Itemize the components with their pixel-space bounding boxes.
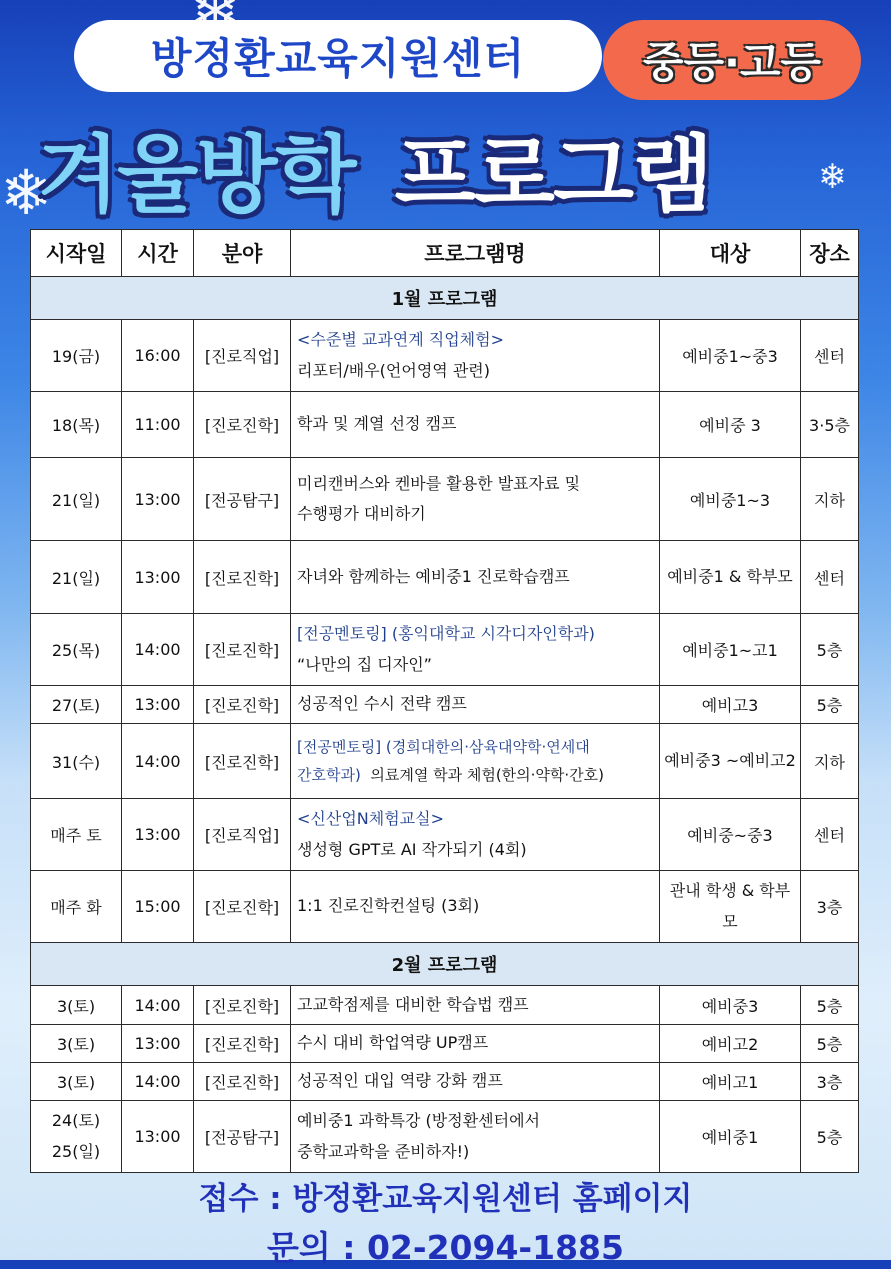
row-date: 25(목) [31, 614, 122, 686]
row-target: 예비중~중3 [660, 799, 801, 871]
row-date: 18(목) [31, 392, 122, 458]
snowflake-icon: ❄ [0, 156, 52, 229]
row-time: 13:00 [122, 458, 194, 541]
table-row [31, 986, 859, 1025]
row-time: 13:00 [122, 1101, 194, 1173]
school-level-label: 중등·고등 [642, 38, 822, 87]
row-date: 24(토) 25(일) [31, 1101, 122, 1173]
row-date: 3(토) [31, 1025, 122, 1063]
row-date: 21(일) [31, 458, 122, 541]
table-row [31, 1025, 859, 1063]
header-time: 시간 [122, 230, 194, 277]
table-row [31, 320, 859, 392]
row-time: 14:00 [122, 614, 194, 686]
row-target: 예비고1 [660, 1063, 801, 1101]
table-row [31, 541, 859, 614]
row-category: [진로진학] [194, 686, 291, 724]
row-category: [진로진학] [194, 614, 291, 686]
row-program-name [291, 724, 660, 799]
program-name-line: 예비중1 과학특강 (방정환센터에서 [297, 1111, 540, 1131]
table-row [31, 1101, 859, 1173]
row-date: 27(토) [31, 686, 122, 724]
row-time: 14:00 [122, 1063, 194, 1101]
table-row [31, 799, 859, 871]
row-time: 13:00 [122, 541, 194, 614]
row-target: 예비중1~중3 [660, 320, 801, 392]
row-place: 센터 [801, 541, 859, 614]
row-category: [진로진학] [194, 392, 291, 458]
row-program-name: 자녀와 함께하는 예비중1 진로학습캠프 [291, 541, 660, 614]
title-program: 프로그램 [394, 125, 712, 224]
table-header-row [31, 230, 859, 277]
row-category: [진로직업] [194, 799, 291, 871]
row-time: 13:00 [122, 799, 194, 871]
program-schedule-table [30, 229, 859, 1173]
row-date: 매주 토 [31, 799, 122, 871]
contact-info: 문의 : 02-2094-1885 [267, 1228, 624, 1267]
row-target: 예비고3 [660, 686, 801, 724]
program-name-line: 중학교과학을 준비하자!) [297, 1141, 470, 1161]
row-place: 3층 [801, 871, 859, 943]
table-row [31, 458, 859, 541]
row-target: 예비중3 [660, 986, 801, 1025]
row-target: 예비중1~3 [660, 458, 801, 541]
row-program-name: 학과 및 계열 선정 캠프 [291, 392, 660, 458]
row-category: [전공탐구] [194, 1101, 291, 1173]
program-name-line: 리포터/배우(언어영역 관련) [297, 360, 490, 380]
row-place: 5층 [801, 614, 859, 686]
header-target: 대상 [660, 230, 801, 277]
row-place: 5층 [801, 1025, 859, 1063]
row-target: 예비중1 [660, 1101, 801, 1173]
row-place: 3층 [801, 1063, 859, 1101]
row-program-name [291, 458, 660, 541]
title-winter-break: 겨울방학 [38, 125, 355, 224]
row-category: [진로진학] [194, 1063, 291, 1101]
table-row [31, 1063, 859, 1101]
row-program-name [291, 1101, 660, 1173]
header-place: 장소 [801, 230, 859, 277]
program-name-line: [전공멘토링] (홍익대학교 시각디자인학과) [297, 624, 595, 644]
school-level-badge [603, 20, 861, 100]
row-time: 14:00 [122, 986, 194, 1025]
row-program-name: 수시 대비 학업역량 UP캠프 [291, 1025, 660, 1063]
row-target: 예비중3 ~예비고2 [660, 724, 801, 799]
row-target: 예비중1 & 학부모 [660, 541, 801, 614]
row-program-name [291, 320, 660, 392]
row-place: 5층 [801, 1101, 859, 1173]
row-place: 지하 [801, 724, 859, 799]
row-program-name [291, 799, 660, 871]
row-time: 14:00 [122, 724, 194, 799]
table-row [31, 686, 859, 724]
center-name: 방정환교육지원센터 [150, 34, 526, 83]
program-name-fragment: 간호학과) [297, 766, 361, 784]
row-date: 21(일) [31, 541, 122, 614]
row-date: 3(토) [31, 986, 122, 1025]
row-target: 예비고2 [660, 1025, 801, 1063]
row-program-name [291, 614, 660, 686]
row-category: [전공탐구] [194, 458, 291, 541]
header-program-name: 프로그램명 [291, 230, 660, 277]
row-date: 19(금) [31, 320, 122, 392]
row-target: 예비중 3 [660, 392, 801, 458]
row-date: 3(토) [31, 1063, 122, 1101]
table-row [31, 614, 859, 686]
row-target: 예비중1~고1 [660, 614, 801, 686]
row-category: [진로진학] [194, 724, 291, 799]
row-target: 관내 학생 & 학부모 [660, 871, 801, 943]
row-date: 31(수) [31, 724, 122, 799]
program-name-line: [전공멘토링] (경희대한의·삼육대약학·연세대 [297, 737, 590, 756]
header-category: 분야 [194, 230, 291, 277]
section-february-title: 2월 프로그램 [31, 943, 859, 986]
program-name-line: 생성형 GPT로 AI 작가되기 (4회) [297, 839, 527, 859]
program-name-line: <수준별 교과연계 직업체험> [297, 330, 505, 350]
row-place: 센터 [801, 320, 859, 392]
program-name-line: 수행평가 대비하기 [297, 504, 426, 523]
table-row [31, 392, 859, 458]
row-program-name: 1:1 진로진학컨설팅 (3회) [291, 871, 660, 943]
program-name-line [297, 761, 655, 790]
row-program-name: 성공적인 수시 전략 캠프 [291, 686, 660, 724]
center-name-banner [74, 20, 602, 92]
table-row [31, 871, 859, 943]
row-place: 센터 [801, 799, 859, 871]
row-place: 지하 [801, 458, 859, 541]
row-category: [진로진학] [194, 1025, 291, 1063]
row-category: [진로진학] [194, 871, 291, 943]
row-category: [진로진학] [194, 986, 291, 1025]
program-name-line: “나만의 집 디자인” [297, 654, 432, 674]
row-time: 16:00 [122, 320, 194, 392]
row-category: [진로진학] [194, 541, 291, 614]
row-date: 매주 화 [31, 871, 122, 943]
row-program-name: 고교학점제를 대비한 학습법 캠프 [291, 986, 660, 1025]
row-time: 11:00 [122, 392, 194, 458]
row-category: [진로직업] [194, 320, 291, 392]
row-time: 13:00 [122, 686, 194, 724]
table-row [31, 724, 859, 799]
program-name-line: 미리캔버스와 켄바를 활용한 발표자료 및 [297, 473, 581, 493]
row-time: 15:00 [122, 871, 194, 943]
page-title [38, 108, 818, 228]
snowflake-icon: ❄ [818, 157, 847, 197]
section-january-title: 1월 프로그램 [31, 277, 859, 320]
row-program-name: 성공적인 대입 역량 강화 캠프 [291, 1063, 660, 1101]
row-time: 13:00 [122, 1025, 194, 1063]
program-name-line: <신산업N체험교실> [297, 809, 444, 829]
application-info: 접수 : 방정환교육지원센터 홈페이지 [198, 1181, 693, 1217]
header-start-date: 시작일 [31, 230, 122, 277]
row-place: 5층 [801, 686, 859, 724]
row-place: 5층 [801, 986, 859, 1025]
program-name-fragment: 의료계열 학과 체험(한의·약학·간호) [370, 766, 604, 784]
row-place: 3·5층 [801, 392, 859, 458]
